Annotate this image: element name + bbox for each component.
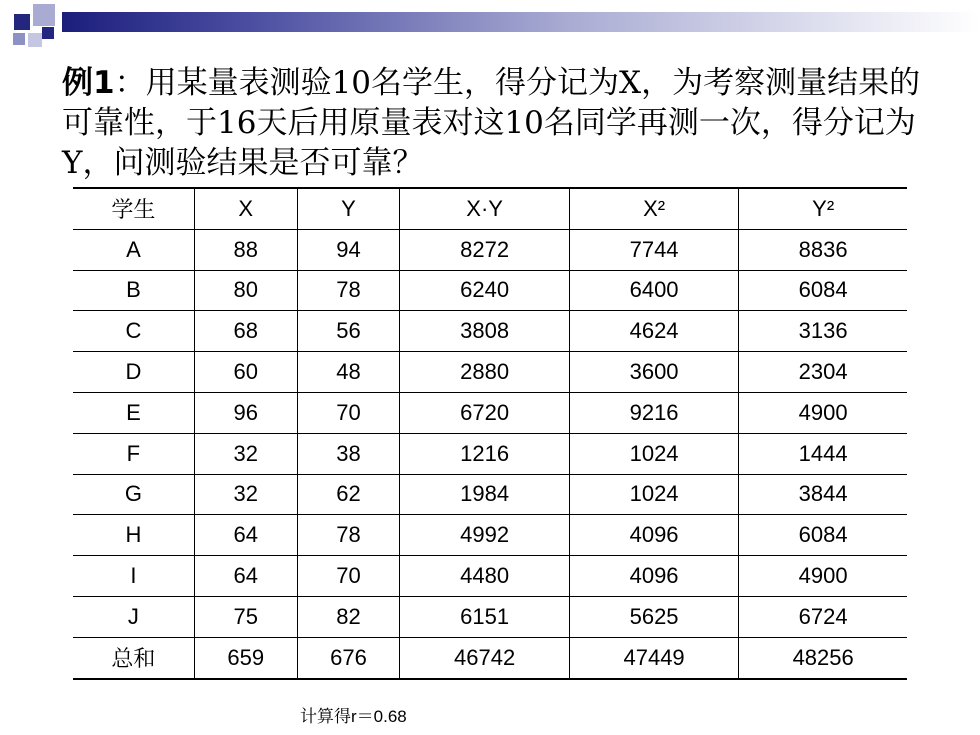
problem-statement [62,63,942,183]
y-cell: 78 [297,270,400,311]
table-row [73,515,907,556]
y-squared-cell: 4900 [739,556,907,597]
column-header-y-squared: Y² [739,188,907,229]
x-cell: 60 [194,352,297,393]
y-squared-cell: 3844 [739,474,907,515]
xy-cell: 1216 [400,433,569,474]
x-squared-cell: 7744 [569,229,738,270]
total-row [73,637,907,678]
student-cell: C [73,311,194,352]
decor-square-light [33,4,55,26]
x-squared-cell: 6400 [569,270,738,311]
table-row [73,392,907,433]
column-header-student: 学生 [73,188,194,229]
student-cell: I [73,556,194,597]
column-header-x-squared: X² [569,188,738,229]
decor-square-dark [14,14,30,30]
x-cell: 68 [194,311,297,352]
total-xy-cell: 46742 [400,637,569,678]
decor-square-dark [42,27,54,39]
student-cell: B [73,270,194,311]
y-squared-cell: 4900 [739,392,907,433]
y-squared-cell: 1444 [739,433,907,474]
x-squared-cell: 4096 [569,515,738,556]
table-row [73,352,907,393]
table-row [73,229,907,270]
table-row [73,556,907,597]
student-cell: J [73,596,194,637]
xy-cell: 6151 [400,596,569,637]
student-cell: H [73,515,194,556]
y-squared-cell: 8836 [739,229,907,270]
xy-cell: 6720 [400,392,569,433]
x-cell: 80 [194,270,297,311]
table-row [73,270,907,311]
table-row [73,311,907,352]
x-squared-cell: 4624 [569,311,738,352]
problem-text: ：用某量表测验10名学生，得分记为X，为考察测量结果的可靠性，于16天后用原量表对这10名同学再测一次，得分记为Y，问测验结果是否可靠？ [62,65,921,181]
result-note: 计算得r＝0.68 [300,707,407,726]
y-squared-cell: 2304 [739,352,907,393]
x-squared-cell: 5625 [569,596,738,637]
y-cell: 78 [297,515,400,556]
y-squared-cell: 6084 [739,270,907,311]
total-label-cell: 总和 [73,637,194,678]
y-cell: 82 [297,596,400,637]
x-squared-cell: 4096 [569,556,738,597]
student-cell: F [73,433,194,474]
example-label: 例1 [62,65,115,101]
student-cell: D [73,352,194,393]
table-row [73,474,907,515]
y-cell: 70 [297,556,400,597]
xy-cell: 1984 [400,474,569,515]
x-cell: 75 [194,596,297,637]
decor-square-light [28,33,42,47]
table-row [73,433,907,474]
y-cell: 62 [297,474,400,515]
x-cell: 64 [194,515,297,556]
x-squared-cell: 9216 [569,392,738,433]
xy-cell: 4480 [400,556,569,597]
total-x-squared-cell: 47449 [569,637,738,678]
y-cell: 70 [297,392,400,433]
score-table [73,187,907,680]
student-cell: A [73,229,194,270]
y-squared-cell: 3136 [739,311,907,352]
xy-cell: 4992 [400,515,569,556]
y-cell: 94 [297,229,400,270]
student-cell: G [73,474,194,515]
student-cell: E [73,392,194,433]
x-squared-cell: 1024 [569,433,738,474]
xy-cell: 8272 [400,229,569,270]
y-cell: 38 [297,433,400,474]
total-x-cell: 659 [194,637,297,678]
y-squared-cell: 6084 [739,515,907,556]
xy-cell: 2880 [400,352,569,393]
y-cell: 48 [297,352,400,393]
column-header-xy: X·Y [400,188,569,229]
table-row [73,596,907,637]
y-squared-cell: 6724 [739,596,907,637]
x-squared-cell: 3600 [569,352,738,393]
x-cell: 96 [194,392,297,433]
x-cell: 88 [194,229,297,270]
x-cell: 32 [194,474,297,515]
x-cell: 64 [194,556,297,597]
table-header-row [73,188,907,229]
x-squared-cell: 1024 [569,474,738,515]
x-cell: 32 [194,433,297,474]
decor-square-light [13,33,25,45]
total-y-cell: 676 [297,637,400,678]
y-cell: 56 [297,311,400,352]
total-y-squared-cell: 48256 [739,637,907,678]
title-gradient-bar [62,12,980,32]
xy-cell: 3808 [400,311,569,352]
column-header-x: X [194,188,297,229]
xy-cell: 6240 [400,270,569,311]
column-header-y: Y [297,188,400,229]
